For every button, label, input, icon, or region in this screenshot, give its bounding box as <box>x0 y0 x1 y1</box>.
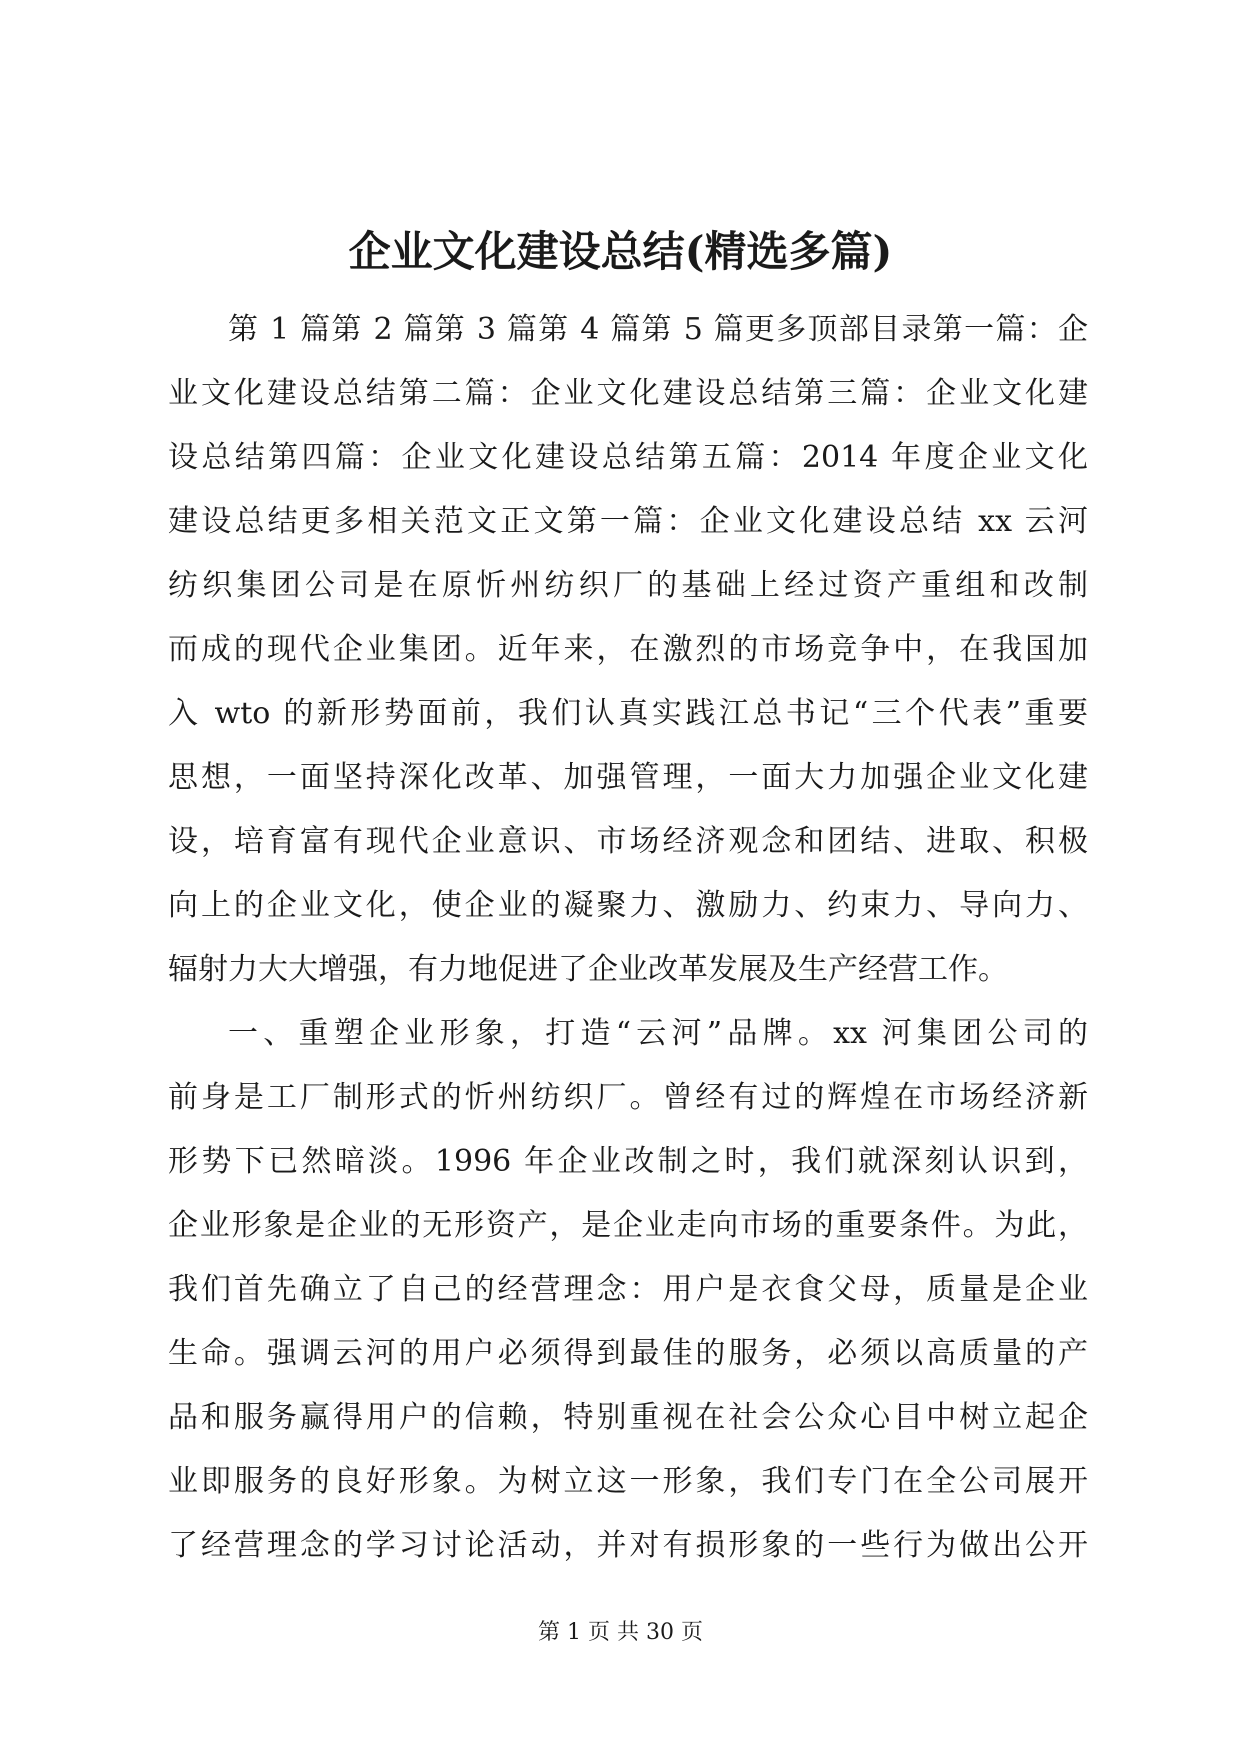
text-line: 第 1 篇第 2 篇第 3 篇第 4 篇第 5 篇更多顶部目录第一篇：企 <box>228 312 1088 347</box>
text-line: 前身是工厂制形式的忻州纺织厂。曾经有过的辉煌在市场经济新 <box>168 1080 1088 1115</box>
text-line: 设总结第四篇：企业文化建设总结第五篇：2014 年度企业文化 <box>168 440 1088 475</box>
text-line: 业文化建设总结第二篇：企业文化建设总结第三篇：企业文化建 <box>168 376 1088 411</box>
text-line: 入 wto 的新形势面前，我们认真实践江总书记“三个代表”重要 <box>168 696 1088 731</box>
text-line: 了经营理念的学习讨论活动，并对有损形象的一些行为做出公开 <box>168 1528 1088 1563</box>
text-line: 生命。强调云河的用户必须得到最佳的服务，必须以高质量的产 <box>168 1336 1088 1371</box>
text-line: 品和服务赢得用户的信赖，特别重视在社会公众心目中树立起企 <box>168 1400 1088 1435</box>
paragraph-2 <box>168 1002 1088 1578</box>
text-line: 企业形象是企业的无形资产，是企业走向市场的重要条件。为此， <box>168 1208 1088 1243</box>
text-line: 向上的企业文化，使企业的凝聚力、激励力、约束力、导向力、 <box>168 888 1088 923</box>
text-line: 设，培育富有现代企业意识、市场经济观念和团结、进取、积极 <box>168 824 1088 859</box>
paragraph-1 <box>168 298 1088 1002</box>
text-line: 而成的现代企业集团。近年来，在激烈的市场竞争中，在我国加 <box>168 632 1088 667</box>
text-line: 形势下已然暗淡。1996 年企业改制之时，我们就深刻认识到， <box>168 1144 1088 1179</box>
document-title: 企业文化建设总结(精选多篇) <box>348 227 893 276</box>
text-line: 业即服务的良好形象。为树立这一形象，我们专门在全公司展开 <box>168 1464 1088 1499</box>
text-line: 思想，一面坚持深化改革、加强管理，一面大力加强企业文化建 <box>168 760 1088 795</box>
text-line: 辐射力大大增强，有力地促进了企业改革发展及生产经营工作。 <box>168 952 1008 987</box>
text-line: 建设总结更多相关范文正文第一篇：企业文化建设总结 xx 云河 <box>168 504 1088 539</box>
page-footer: 第 1 页 共 30 页 <box>538 1620 703 1645</box>
text-line: 我们首先确立了自己的经营理念：用户是衣食父母，质量是企业 <box>168 1272 1088 1307</box>
text-line: 一、重塑企业形象，打造“云河”品牌。xx 河集团公司的 <box>228 1016 1088 1051</box>
text-line: 纺织集团公司是在原忻州纺织厂的基础上经过资产重组和改制 <box>168 568 1088 603</box>
document-body <box>168 298 1088 1578</box>
